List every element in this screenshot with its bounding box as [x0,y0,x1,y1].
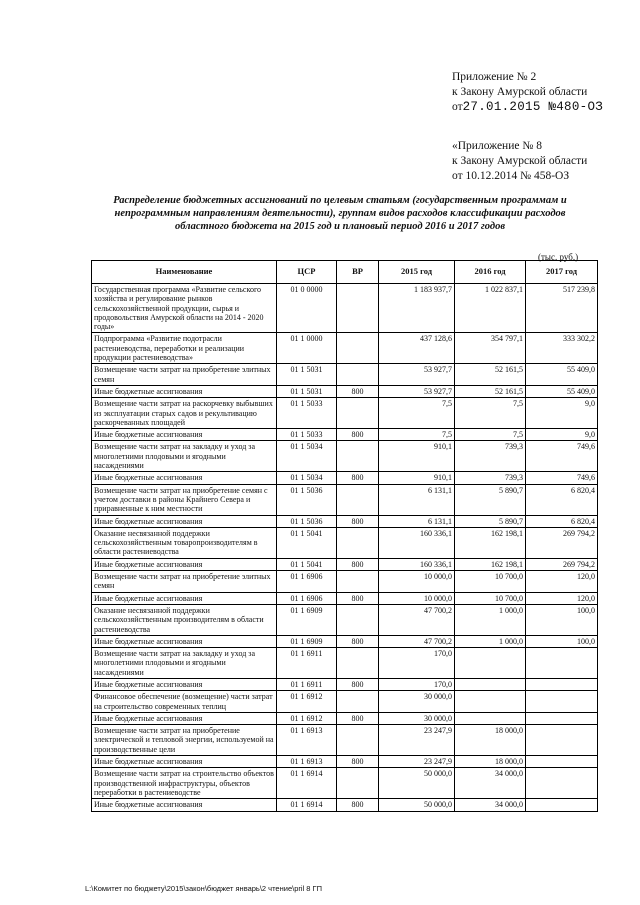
row-2015-cell: 23 247,9 [379,756,455,768]
row-2016-cell [455,678,526,690]
row-2017-cell: 100,0 [526,604,598,635]
row-vr-cell: 800 [337,385,379,397]
row-2017-cell: 55 409,0 [526,385,598,397]
row-2015-cell: 437 128,6 [379,333,455,364]
row-csr-cell: 01 1 5036 [277,515,337,527]
row-2016-cell: 162 198,1 [455,527,526,558]
row-csr-cell: 01 1 6912 [277,691,337,713]
row-csr-cell: 01 1 6911 [277,678,337,690]
row-name-cell: Возмещение части затрат на приобретение электрической и тепловой энергии, используемой на производственные цели [92,725,277,756]
table-row [92,284,598,333]
table-row [92,592,598,604]
table-header-row [92,261,598,284]
row-name-cell: Иные бюджетные ассигнования [92,678,277,690]
row-name-cell: Возмещение части затрат на строительство объектов производственной инфраструктуры, объектов переработки в растениеводстве [92,768,277,799]
row-name-cell: Иные бюджетные ассигнования [92,756,277,768]
table-row [92,527,598,558]
row-name-cell: Возмещение части затрат на раскорчевку выбывших из эксплуатации старых садов и рекультивацию раскорчеванных площадей [92,398,277,429]
row-name-cell: Иные бюджетные ассигнования [92,635,277,647]
row-csr-cell: 01 1 6914 [277,768,337,799]
table-body [92,284,598,812]
row-name-cell: Возмещение части затрат на закладку и уход за многолетними плодовыми и ягодными насаждениями [92,648,277,679]
appendix-current-law: к Закону Амурской области [452,86,588,98]
appendix-original-number: «Приложение № 8 [452,140,542,152]
appendix-current-date [452,100,603,115]
row-vr-cell: 800 [337,472,379,484]
row-2017-cell [526,648,598,679]
row-2016-cell: 1 000,0 [455,635,526,647]
row-vr-cell: 800 [337,429,379,441]
row-name-cell: Возмещение части затрат на приобретение элитных семян [92,571,277,593]
table-row [92,648,598,679]
appendix-current-number: Приложение № 2 [452,71,537,83]
row-2017-cell: 120,0 [526,571,598,593]
row-csr-cell: 01 1 6909 [277,604,337,635]
row-2015-cell: 30 000,0 [379,712,455,724]
row-2016-cell: 18 000,0 [455,725,526,756]
row-2015-cell: 53 927,7 [379,385,455,397]
table-row [92,472,598,484]
row-2017-cell: 517 239,8 [526,284,598,333]
row-2016-cell: 739,3 [455,441,526,472]
row-2015-cell: 1 183 937,7 [379,284,455,333]
row-vr-cell [337,398,379,429]
units-label: (тыс. руб.) [538,252,579,262]
budget-table [91,260,598,812]
row-csr-cell: 01 1 6913 [277,756,337,768]
table-row [92,604,598,635]
header-vr: ВР [337,261,379,284]
row-2017-cell: 269 794,2 [526,527,598,558]
row-vr-cell [337,333,379,364]
row-2016-cell: 52 161,5 [455,385,526,397]
row-vr-cell: 800 [337,592,379,604]
table-row [92,712,598,724]
row-name-cell: Иные бюджетные ассигнования [92,429,277,441]
row-vr-cell: 800 [337,515,379,527]
row-name-cell: Иные бюджетные ассигнования [92,472,277,484]
table-row [92,385,598,397]
row-csr-cell: 01 1 6906 [277,592,337,604]
file-path-footer: L:\Комитет по бюджету\2015\закон\бюджет январь\2 чтение\pril 8 ГП [85,884,322,893]
row-2017-cell: 6 820,4 [526,515,598,527]
row-csr-cell: 01 1 6906 [277,571,337,593]
row-2017-cell [526,691,598,713]
row-2016-cell: 18 000,0 [455,756,526,768]
row-2016-cell: 34 000,0 [455,768,526,799]
table-row [92,691,598,713]
row-vr-cell [337,364,379,386]
row-vr-cell [337,284,379,333]
row-2016-cell: 34 000,0 [455,799,526,811]
row-2016-cell: 162 198,1 [455,558,526,570]
row-2017-cell: 9,0 [526,429,598,441]
row-csr-cell: 01 1 5036 [277,484,337,515]
row-2015-cell: 170,0 [379,648,455,679]
row-csr-cell: 01 1 5033 [277,398,337,429]
table-row [92,429,598,441]
table-row [92,725,598,756]
header-name: Наименование [92,261,277,284]
row-2017-cell: 333 302,2 [526,333,598,364]
row-vr-cell: 800 [337,799,379,811]
row-2017-cell [526,712,598,724]
row-2015-cell: 53 927,7 [379,364,455,386]
row-csr-cell: 01 1 5034 [277,472,337,484]
row-2016-cell [455,712,526,724]
row-2015-cell: 910,1 [379,472,455,484]
row-vr-cell [337,691,379,713]
row-2017-cell: 269 794,2 [526,558,598,570]
row-csr-cell: 01 1 6911 [277,648,337,679]
row-2015-cell: 170,0 [379,678,455,690]
row-2015-cell: 23 247,9 [379,725,455,756]
row-2017-cell [526,756,598,768]
row-name-cell: Подпрограмма «Развитие подотрасли растениеводства, переработки и реализации продукции растениеводства» [92,333,277,364]
row-vr-cell [337,648,379,679]
row-vr-cell [337,484,379,515]
appendix-current-date-stamp: 27.01.2015 №480-ОЗ [462,100,604,114]
table-row [92,678,598,690]
table-row [92,571,598,593]
table-row [92,364,598,386]
row-2017-cell [526,678,598,690]
row-2016-cell: 739,3 [455,472,526,484]
row-name-cell: Иные бюджетные ассигнования [92,385,277,397]
row-2017-cell [526,725,598,756]
row-2017-cell: 55 409,0 [526,364,598,386]
row-csr-cell: 01 1 5033 [277,429,337,441]
row-2016-cell: 10 700,0 [455,571,526,593]
row-2016-cell: 52 161,5 [455,364,526,386]
row-2016-cell: 5 890,7 [455,484,526,515]
row-csr-cell: 01 1 5031 [277,364,337,386]
row-csr-cell: 01 0 0000 [277,284,337,333]
row-2017-cell: 100,0 [526,635,598,647]
document-title: Распределение бюджетных ассигнований по целевым статьям (государственным программам и непрограммным направлениям деятельности), группам видов расходов классификации расходов областного бюджета на 2015 год и плановый период 2016 и 2017 годов [113,195,567,232]
row-name-cell: Иные бюджетные ассигнования [92,558,277,570]
row-name-cell: Возмещение части затрат на приобретение семян с учетом доставки в районы Крайнего Севера и приравненные к ним местности [92,484,277,515]
row-2016-cell: 7,5 [455,429,526,441]
table-row [92,333,598,364]
row-csr-cell: 01 1 5034 [277,441,337,472]
row-2016-cell: 7,5 [455,398,526,429]
row-2015-cell: 47 700,2 [379,604,455,635]
row-name-cell: Иные бюджетные ассигнования [92,712,277,724]
row-vr-cell: 800 [337,678,379,690]
row-2016-cell [455,648,526,679]
row-2017-cell: 120,0 [526,592,598,604]
row-2015-cell: 10 000,0 [379,571,455,593]
header-2017: 2017 год [526,261,598,284]
row-2015-cell: 6 131,1 [379,484,455,515]
row-2016-cell: 1 000,0 [455,604,526,635]
row-name-cell: Оказание несвязанной поддержки сельскохозяйственным производителям в области растениеводства [92,604,277,635]
row-2015-cell: 160 336,1 [379,558,455,570]
row-2017-cell: 6 820,4 [526,484,598,515]
header-csr: ЦСР [277,261,337,284]
row-name-cell: Иные бюджетные ассигнования [92,515,277,527]
row-name-cell: Иные бюджетные ассигнования [92,799,277,811]
table-row [92,441,598,472]
appendix-original-law: к Закону Амурской области [452,155,588,167]
row-2017-cell [526,768,598,799]
table-row [92,756,598,768]
row-2015-cell: 10 000,0 [379,592,455,604]
row-csr-cell: 01 1 5041 [277,558,337,570]
row-2017-cell [526,799,598,811]
row-vr-cell [337,768,379,799]
header-2015: 2015 год [379,261,455,284]
row-name-cell: Возмещение части затрат на закладку и уход за многолетними плодовыми и ягодными насаждениями [92,441,277,472]
row-2016-cell: 1 022 837,1 [455,284,526,333]
row-2015-cell: 50 000,0 [379,799,455,811]
row-csr-cell: 01 1 6909 [277,635,337,647]
row-vr-cell: 800 [337,558,379,570]
row-vr-cell [337,725,379,756]
row-name-cell: Государственная программа «Развитие сельского хозяйства и регулирование рынков сельскохозяйственной продукции, сырья и продовольствия Амурской области на 2014 - 2020 годы» [92,284,277,333]
appendix-original-block [452,139,587,184]
row-2015-cell: 47 700,2 [379,635,455,647]
row-vr-cell [337,527,379,558]
row-2017-cell: 749,6 [526,472,598,484]
row-name-cell: Возмещение части затрат на приобретение элитных семян [92,364,277,386]
table-row [92,768,598,799]
table-row [92,398,598,429]
row-vr-cell: 800 [337,712,379,724]
row-2015-cell: 7,5 [379,429,455,441]
appendix-current-date-prefix: от [452,101,463,113]
appendix-current-block [452,70,603,115]
row-2016-cell: 5 890,7 [455,515,526,527]
row-2015-cell: 30 000,0 [379,691,455,713]
appendix-original-date: от 10.12.2014 № 458-ОЗ [452,170,570,182]
table-row [92,484,598,515]
row-2016-cell: 10 700,0 [455,592,526,604]
row-2016-cell: 354 797,1 [455,333,526,364]
row-csr-cell: 01 1 5031 [277,385,337,397]
row-2015-cell: 160 336,1 [379,527,455,558]
row-vr-cell [337,604,379,635]
row-csr-cell: 01 1 5041 [277,527,337,558]
table-row [92,558,598,570]
row-2015-cell: 6 131,1 [379,515,455,527]
row-vr-cell [337,571,379,593]
row-name-cell: Иные бюджетные ассигнования [92,592,277,604]
row-vr-cell [337,441,379,472]
row-name-cell: Оказание несвязанной поддержки сельскохозяйственным товаропроизводителям в области растениеводства [92,527,277,558]
row-2015-cell: 910,1 [379,441,455,472]
row-2017-cell: 749,6 [526,441,598,472]
row-vr-cell: 800 [337,756,379,768]
row-vr-cell: 800 [337,635,379,647]
row-csr-cell: 01 1 6912 [277,712,337,724]
table-row [92,635,598,647]
row-2016-cell [455,691,526,713]
header-2016: 2016 год [455,261,526,284]
row-csr-cell: 01 1 6913 [277,725,337,756]
row-2015-cell: 7,5 [379,398,455,429]
row-2017-cell: 9,0 [526,398,598,429]
row-name-cell: Финансовое обеспечение (возмещение) части затрат на строительство современных теплиц [92,691,277,713]
row-csr-cell: 01 1 6914 [277,799,337,811]
table-row [92,515,598,527]
row-csr-cell: 01 1 0000 [277,333,337,364]
row-2015-cell: 50 000,0 [379,768,455,799]
table-row [92,799,598,811]
